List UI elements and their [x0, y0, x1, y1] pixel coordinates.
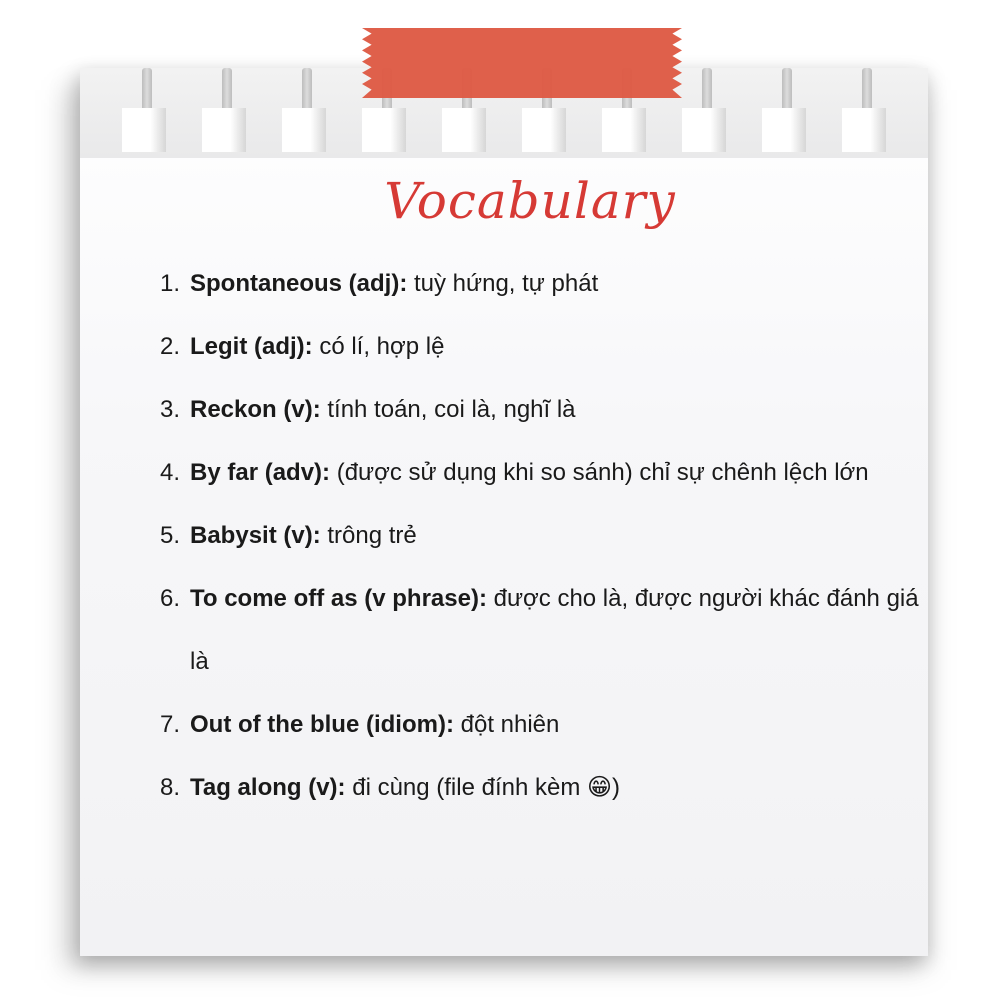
item-number: 6.	[160, 585, 181, 612]
vocab-meaning: có lí, hợp lệ	[312, 333, 445, 360]
item-number: 7.	[160, 711, 181, 738]
vocab-item	[160, 504, 920, 567]
vocab-item	[160, 252, 920, 315]
vocab-item	[160, 315, 920, 378]
spiral-ring	[682, 68, 726, 152]
vocab-item	[160, 378, 920, 441]
vocab-term: Out of the blue (idiom):	[190, 711, 454, 738]
item-number: 4.	[160, 459, 181, 486]
spiral-ring	[842, 68, 886, 152]
vocab-meaning: đột nhiên	[453, 711, 560, 738]
page-title: Vocabulary	[384, 172, 676, 230]
vocab-meaning: (được sử dụng khi so sánh) chỉ sự chênh lệch lớn	[330, 459, 869, 486]
vocab-term: By far (adv):	[190, 459, 331, 486]
vocab-item	[160, 756, 920, 819]
item-number: 2.	[160, 333, 181, 360]
vocab-meaning: đi cùng (file đính kèm 😁)	[345, 774, 621, 801]
vocab-item	[160, 567, 920, 693]
washi-tape	[362, 28, 682, 98]
vocabulary-list	[160, 252, 920, 819]
vocab-term: Reckon (v):	[190, 396, 321, 423]
vocab-meaning: trông trẻ	[320, 522, 417, 549]
spiral-ring	[282, 68, 326, 152]
vocab-term: Tag along (v):	[190, 774, 346, 801]
vocab-meaning: tuỳ hứng, tự phát	[407, 270, 599, 297]
vocab-term: To come off as (v phrase):	[190, 585, 487, 612]
vocab-meaning: tính toán, coi là, nghĩ là	[320, 396, 576, 423]
vocab-item	[160, 441, 920, 504]
vocab-term: Babysit (v):	[190, 522, 321, 549]
item-number: 8.	[160, 774, 181, 801]
vocab-term: Legit (adj):	[190, 333, 313, 360]
vocab-item	[160, 693, 920, 756]
spiral-ring	[122, 68, 166, 152]
spiral-ring	[202, 68, 246, 152]
item-number: 3.	[160, 396, 181, 423]
vocab-meaning: được cho là, được người khác đánh giá là	[190, 585, 919, 675]
vocab-term: Spontaneous (adj):	[190, 270, 408, 297]
item-number: 5.	[160, 522, 181, 549]
item-number: 1.	[160, 270, 181, 297]
spiral-ring	[762, 68, 806, 152]
